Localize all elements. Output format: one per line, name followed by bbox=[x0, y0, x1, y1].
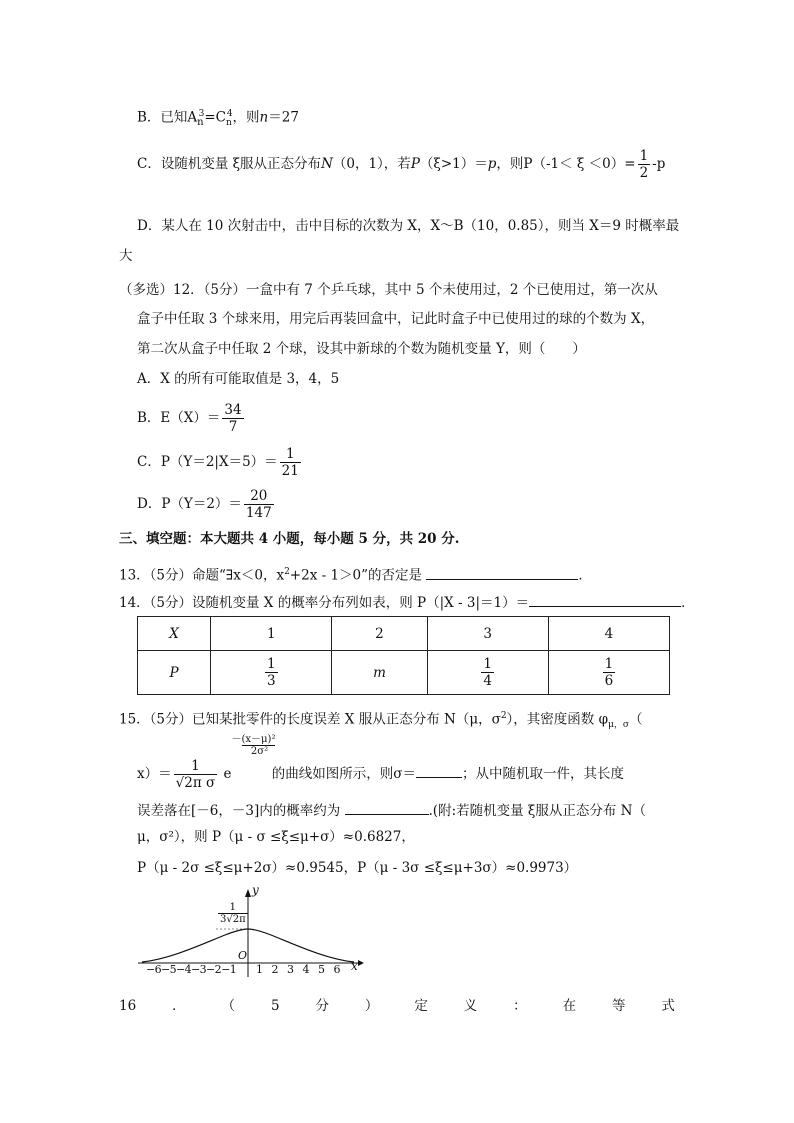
q15-line2: x）＝ $\frac{1}{\text{√2π σ}}$ e －(x－μ)² 2σ² 的曲线如图所示，则σ＝ ；从中随机取一件，其长度 bbox=[137, 734, 625, 791]
q15-line1: 15．（5分）已知某批零件的长度误差 X 服从正态分布 N（μ，$\sigma^2$），其密度函数 $\varphi_{\mu,\sigma}$（ bbox=[119, 711, 643, 731]
q11-option-d-line1: D．某人在 10 次射击中，击中目标的次数为 X，X～B（10，0.85），则当 X＝9 时概率最 bbox=[137, 218, 680, 234]
q12-stem-line3: 第二次从盒子中任取 2 个球，设其中新球的个数为随机变量 Y，则（ ） bbox=[137, 341, 586, 357]
q15-sigma-blank[interactable] bbox=[416, 763, 462, 778]
y-axis-arrow bbox=[245, 889, 251, 897]
graph-positive-ticks: 1 2 3 4 5 6 bbox=[256, 963, 341, 976]
graph-origin: O bbox=[238, 949, 248, 962]
graph-y-label: y bbox=[252, 883, 259, 897]
q11c-fraction: $\frac{1}{2}$ bbox=[639, 148, 649, 181]
q12-stem-line1: （多选）12．（5分）一盒中有 7 个乒乓球，其中 5 个未使用过，2 个已使用过，第一次从 bbox=[119, 282, 658, 298]
q13-answer-blank[interactable] bbox=[426, 565, 578, 580]
table-row: P $\frac{1}{3}$ m $\frac{1}{4}$ $\frac{1}{6}$ bbox=[138, 651, 670, 695]
graph-negative-ticks: −6−5−4−3−2−1 bbox=[146, 963, 237, 976]
q15-line3: 误差落在[－6，－3]内的概率约为 .(附:若随机变量 ξ服从正态分布 N（ bbox=[137, 800, 646, 821]
section-3-title: 三、填空题：本大题共 4 小题，每小题 5 分，共 20 分. bbox=[119, 531, 460, 547]
q12-option-a: A．X 的所有可能取值是 3，4，5 bbox=[137, 371, 340, 387]
q11-option-c: C．设随机变量 ξ服从正态分布N（0，1），若P（ξ>1）＝p，则P（-1＜ ξ ＜0）= $\frac{1}{2}$ -p bbox=[137, 148, 666, 181]
q12-option-d: D．P（Y＝2）＝ $\frac{20}{147}$ bbox=[137, 488, 272, 521]
exponent: －(x－μ)² 2σ² bbox=[231, 734, 276, 757]
q14-answer-blank[interactable] bbox=[529, 592, 681, 607]
q14: 14．（5分）设随机变量 X 的概率分布列如表，则 P（|X - 3|＝1）＝ ． bbox=[119, 592, 695, 613]
q13: 13．（5分）命题“∃x＜0，$x^2+2x - 1>0$”的否定是 ． bbox=[119, 562, 592, 586]
q12-option-b: B．E（X）＝ $\frac{34}{7}$ bbox=[137, 402, 242, 435]
graph-peak-label: $\frac{1}{3√2\pi}$ bbox=[220, 902, 246, 925]
table-row: X 1 2 3 4 bbox=[138, 617, 670, 651]
q16-line: 16 ． （ 5 分 ） 定 义 ： 在 等 式 bbox=[119, 998, 675, 1014]
q12-option-c: C．P（Y＝2|X＝5）＝ $\frac{1}{21}$ bbox=[137, 446, 299, 479]
graph-x-label: x bbox=[351, 959, 358, 973]
q15-probability-blank[interactable] bbox=[345, 800, 429, 815]
q11-option-d-line2: 大 bbox=[119, 248, 133, 264]
q14-distribution-table bbox=[137, 616, 670, 695]
q15-line4: μ，σ²），则 P（μ - σ ≤ξ≤μ+σ）≈0.6827， bbox=[137, 829, 415, 845]
q12-stem-line2: 盒子中任取 3 个球来用，用完后再装回盒中，记此时盒子中已使用过的球的个数为 X， bbox=[137, 311, 655, 327]
q15-line5: P（μ - 2σ ≤ξ≤μ+2σ）≈0.9545，P（μ - 3σ ≤ξ≤μ+3σ）≈0.9973） bbox=[137, 860, 578, 876]
q11-option-b: B．已知$A_n^3=C_n^4$，则n＝27 bbox=[137, 109, 299, 129]
x-axis-arrow bbox=[358, 960, 364, 966]
